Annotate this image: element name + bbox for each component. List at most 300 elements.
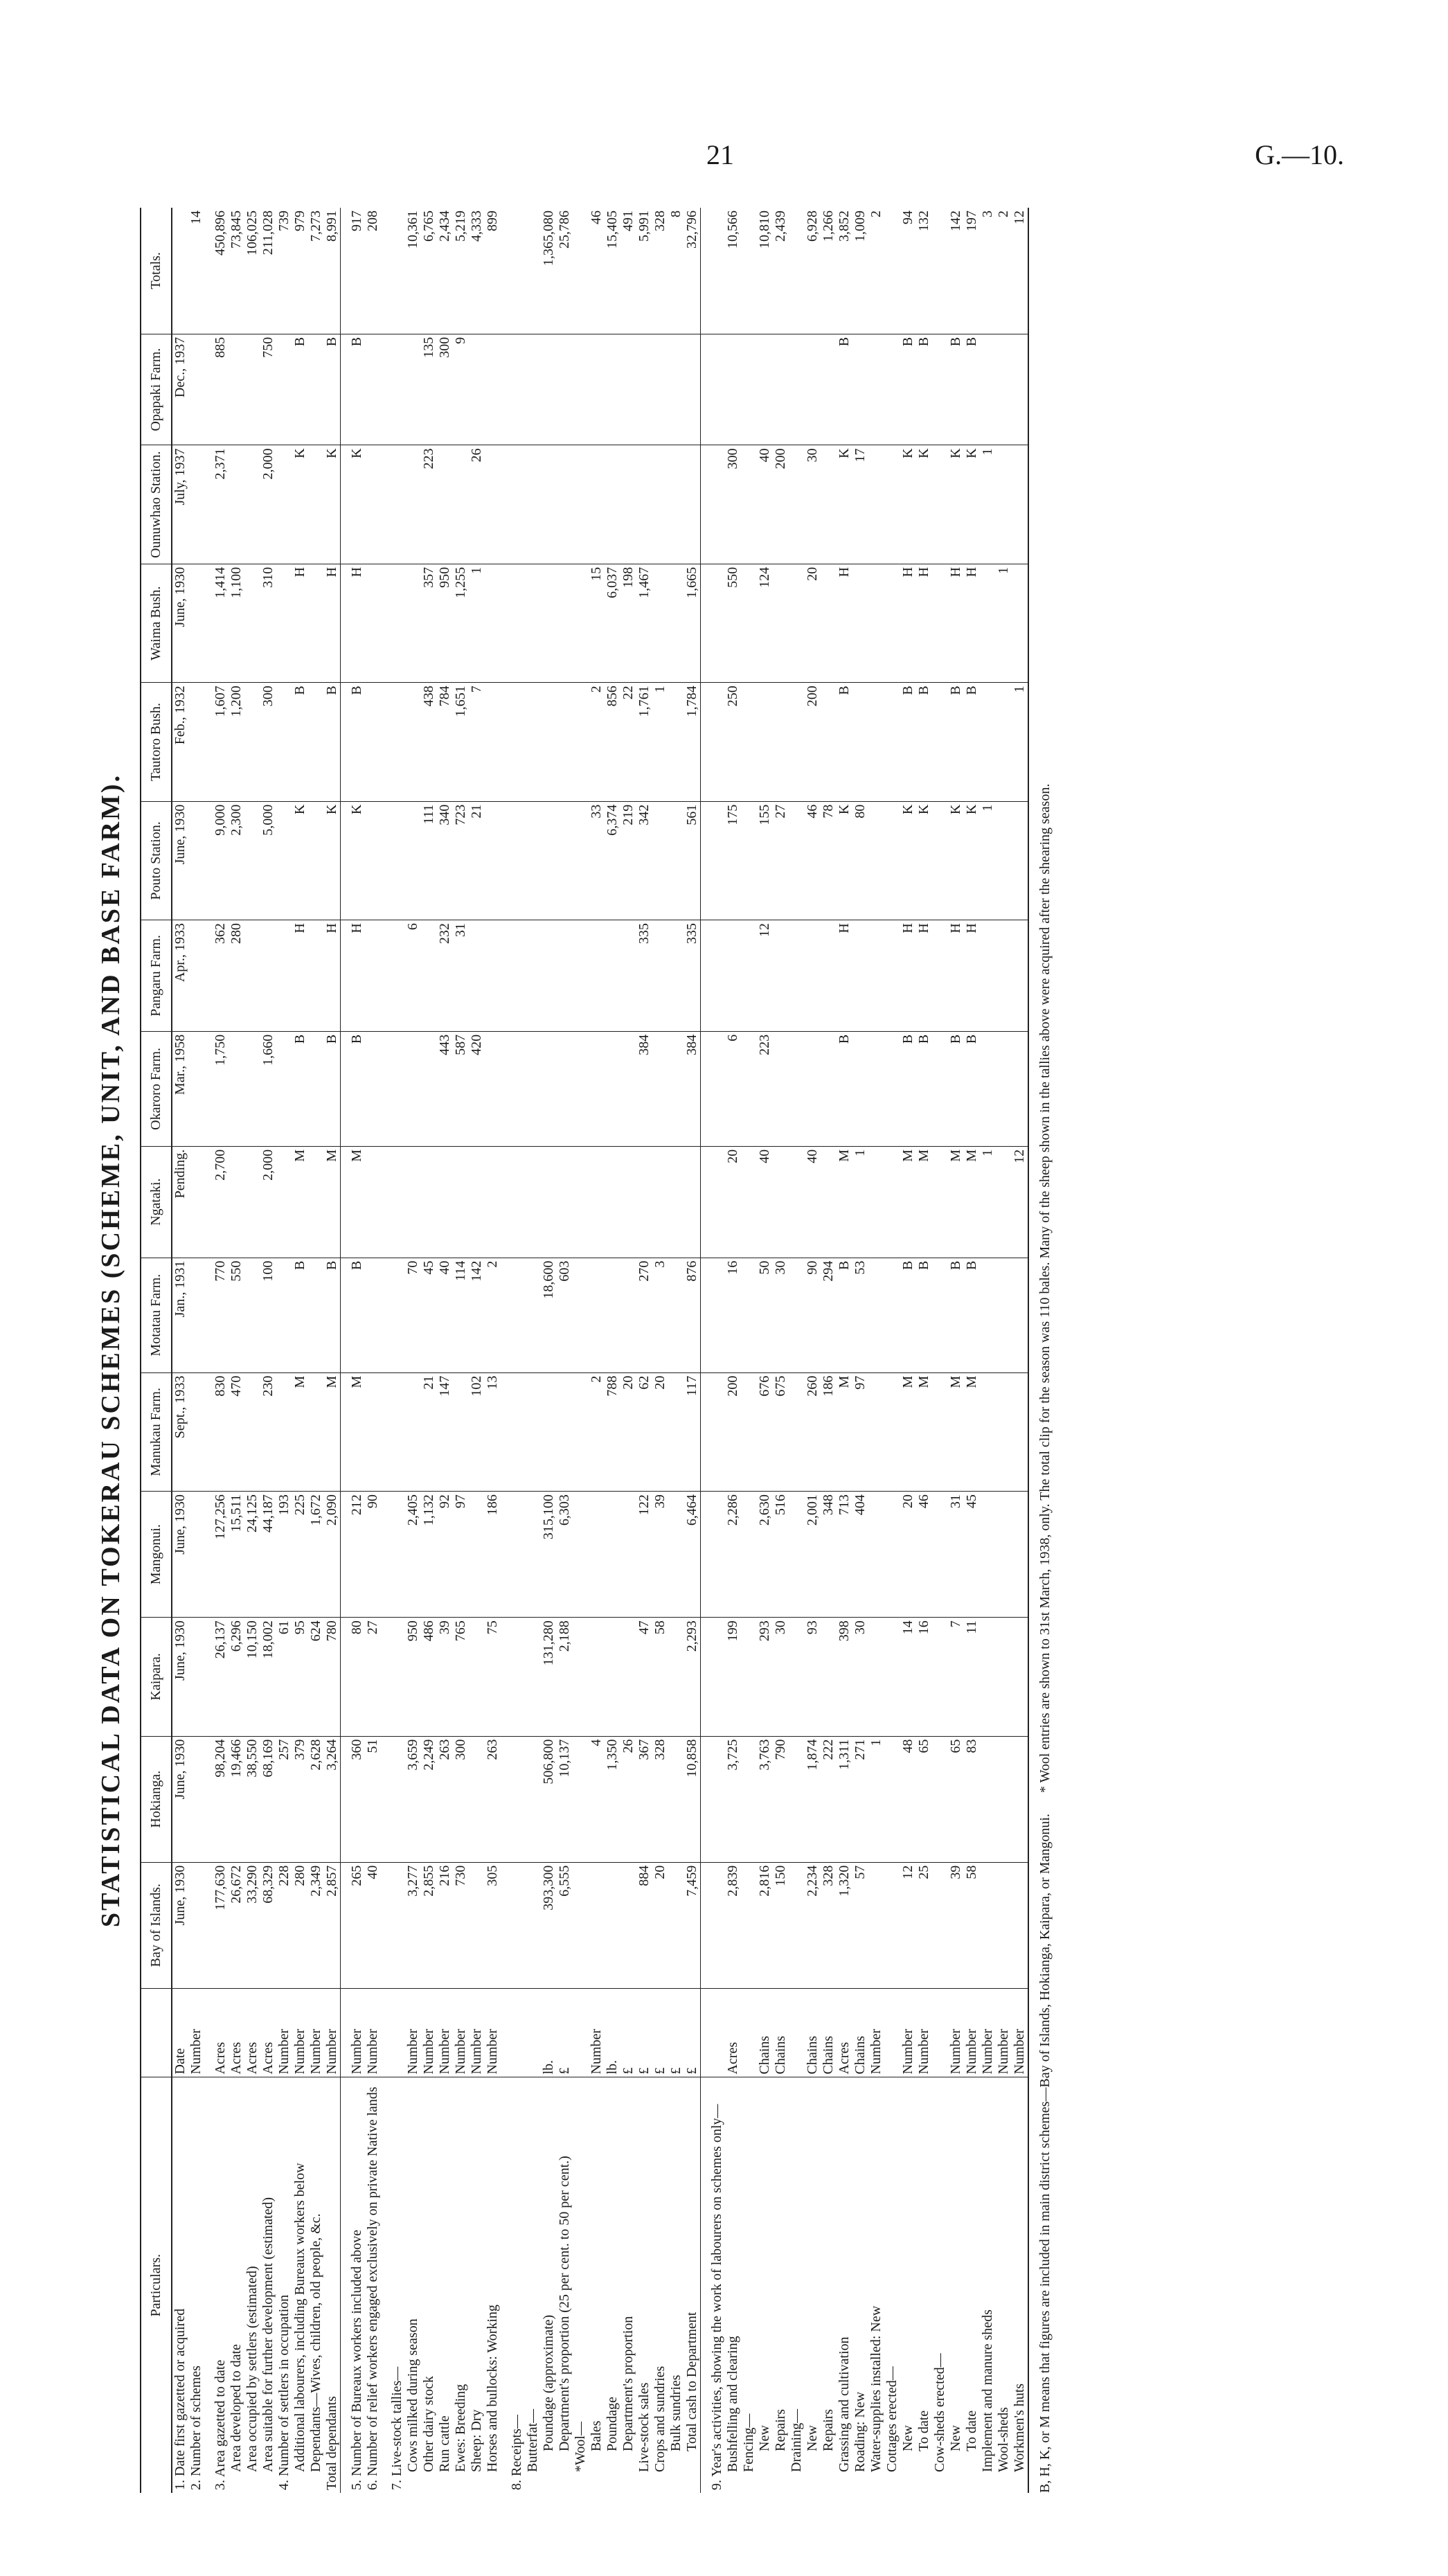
table-cell [365, 1031, 381, 1146]
table-cell [932, 1736, 948, 1862]
table-cell [668, 1862, 684, 1988]
table-cell: 260 [805, 1372, 821, 1491]
table-cell [501, 1258, 525, 1372]
table-row [501, 208, 525, 2493]
table-cell: 212 [341, 1492, 366, 1618]
table-cell [188, 564, 204, 682]
table-cell [868, 1492, 884, 1618]
table-cell [485, 564, 501, 682]
table-cell [381, 1372, 405, 1491]
page-header [0, 138, 1448, 180]
table-cell: B [324, 1031, 341, 1146]
table-cell: K [900, 801, 916, 920]
table-cell [668, 1258, 684, 1372]
table-cell: 18,002 [260, 1618, 276, 1736]
table-cell: 16 [725, 1258, 741, 1372]
footnote-wool: * Wool entries are shown to 31st March, 1938, only. The total clip for the season was 110 bales. Many of the sheep shown in the tallies above were acquired after the shearing season. [1037, 783, 1053, 1794]
table-cell [485, 801, 501, 920]
row-unit: Number [324, 1988, 341, 2077]
table-cell: 587 [453, 1031, 469, 1146]
table-cell [789, 334, 805, 445]
table-cell: K [964, 801, 980, 920]
row-label: Bales [589, 2420, 604, 2451]
row-unit: Date [172, 1988, 188, 2077]
table-cell: 50 [757, 1258, 773, 1372]
table-cell [741, 1146, 757, 1258]
table-cell [741, 1031, 757, 1146]
table-cell [365, 683, 381, 801]
table-cell [932, 1492, 948, 1618]
table-cell: 30 [805, 445, 821, 564]
table-row [324, 208, 341, 2493]
table-cell: 73,845 [229, 208, 244, 334]
table-cell [541, 334, 557, 445]
row-unit: Number [916, 1988, 932, 2077]
table-cell: 1,320 [837, 1862, 852, 1988]
table-cell: 305 [485, 1862, 501, 1988]
table-cell: Apr., 1933 [172, 920, 188, 1032]
table-cell: 1 [868, 1736, 884, 1862]
table-cell [701, 1146, 726, 1258]
table-cell: 186 [485, 1492, 501, 1618]
table-cell: 1 [852, 1146, 868, 1258]
row-label: Area occupied by settlers (estimated) [244, 2266, 260, 2472]
table-cell: 2,000 [260, 445, 276, 564]
table-cell: 1,784 [684, 683, 701, 801]
table-cell [932, 801, 948, 920]
table-cell: 65 [948, 1736, 964, 1862]
table-cell [381, 564, 405, 682]
table-cell: 2,188 [557, 1618, 573, 1736]
table-cell: 20 [652, 1372, 668, 1491]
table-cell: 15,405 [605, 208, 620, 334]
table-cell [668, 564, 684, 682]
table-cell: 765 [453, 1618, 469, 1736]
column-header [141, 1988, 172, 2077]
table-cell: 39 [652, 1492, 668, 1618]
table-cell: 979 [292, 208, 308, 334]
table-cell [485, 1146, 501, 1258]
table-row [204, 208, 229, 2493]
table-cell [605, 920, 620, 1032]
table-cell [701, 208, 726, 334]
table-cell: 2 [485, 1258, 501, 1372]
table-cell [741, 208, 757, 334]
table-cell: 223 [757, 1031, 773, 1146]
table-cell: 111 [421, 801, 437, 920]
table-cell [589, 1146, 605, 1258]
table-cell: M [341, 1146, 366, 1258]
table-row [884, 208, 900, 2493]
table-cell: 219 [620, 801, 636, 920]
table-row [821, 208, 837, 2493]
row-label: Run cattle [437, 2415, 452, 2472]
table-row [964, 208, 980, 2493]
table-cell: B [341, 683, 366, 801]
table-cell [525, 1372, 541, 1491]
table-cell [365, 920, 381, 1032]
table-cell [932, 1031, 948, 1146]
table-cell [725, 920, 741, 1032]
table-cell [652, 920, 668, 1032]
table-cell [773, 564, 789, 682]
row-label: Department's proportion (25 per cent. to 50 per cent.) [557, 2156, 572, 2451]
table-cell [469, 920, 485, 1032]
table-cell: 1,874 [805, 1736, 821, 1862]
table-cell [405, 1372, 421, 1491]
table-cell [852, 683, 868, 801]
table-cell: 40 [757, 1146, 773, 1258]
table-cell: 310 [260, 564, 276, 682]
table-cell: B [292, 1258, 308, 1372]
table-cell [980, 1862, 996, 1988]
table-cell [701, 1031, 726, 1146]
table-cell: B [324, 683, 341, 801]
table-cell [541, 1146, 557, 1258]
table-cell [805, 1031, 821, 1146]
table-cell [501, 1618, 525, 1736]
table-cell [469, 1492, 485, 1618]
table-cell: 15,511 [229, 1492, 244, 1618]
table-cell [789, 564, 805, 682]
table-cell: 18,600 [541, 1258, 557, 1372]
table-row [852, 208, 868, 2493]
table-cell [789, 1372, 805, 1491]
row-unit: £ [620, 1988, 636, 2077]
table-cell: 1,350 [605, 1736, 620, 1862]
column-header: Motatau Farm. [141, 1258, 172, 1372]
table-cell: June, 1930 [172, 1492, 188, 1618]
row-label: Poundage [605, 2397, 620, 2451]
table-cell: 2 [589, 1372, 605, 1491]
table-row [996, 208, 1012, 2493]
table-cell: 48 [900, 1736, 916, 1862]
table-cell [421, 1146, 437, 1258]
table-cell: B [292, 334, 308, 445]
table-cell [188, 683, 204, 801]
table-cell [821, 445, 837, 564]
table-cell: H [324, 920, 341, 1032]
table-cell: B [837, 1031, 852, 1146]
table-cell: M [837, 1372, 852, 1491]
table-cell [1012, 1258, 1028, 1372]
table-cell: 470 [229, 1372, 244, 1491]
table-cell: B [948, 683, 964, 801]
row-unit: Acres [837, 1988, 852, 2077]
table-cell [1012, 445, 1028, 564]
table-cell: 6,303 [557, 1492, 573, 1618]
table-cell: B [324, 334, 341, 445]
table-cell: 294 [821, 1258, 837, 1372]
table-cell: 2,286 [725, 1492, 741, 1618]
table-cell [381, 334, 405, 445]
table-cell [605, 445, 620, 564]
table-cell [405, 1031, 421, 1146]
table-cell [884, 801, 900, 920]
table-cell [501, 1372, 525, 1491]
row-label: 6. Number of relief workers engaged exclusively on private Native lands [365, 2086, 380, 2490]
table-cell [884, 1258, 900, 1372]
table-cell: 117 [684, 1372, 701, 1491]
row-unit: lb. [541, 1988, 557, 2077]
row-label: To date [916, 2410, 931, 2451]
table-cell [789, 1146, 805, 1258]
table-cell: 27 [773, 801, 789, 920]
table-cell: 16 [916, 1618, 932, 1736]
table-cell [276, 1372, 292, 1491]
table-cell [620, 445, 636, 564]
table-row [469, 208, 485, 2493]
row-label: New [900, 2425, 915, 2451]
table-row [421, 208, 437, 2493]
table-cell [573, 334, 589, 445]
table-cell [485, 445, 501, 564]
table-cell: 2,090 [324, 1492, 341, 1618]
table-cell: 26 [620, 1736, 636, 1862]
table-cell: 40 [805, 1146, 821, 1258]
row-label: Area suitable for further development (estimated) [260, 2197, 276, 2472]
table-cell: 1,266 [821, 208, 837, 334]
table-cell: M [964, 1372, 980, 1491]
table-cell [405, 683, 421, 801]
table-cell: 676 [757, 1372, 773, 1491]
table-cell: 550 [725, 564, 741, 682]
table-cell: 14 [900, 1618, 916, 1736]
table-row [573, 208, 589, 2493]
table-row [589, 208, 605, 2493]
table-cell: B [948, 334, 964, 445]
table-cell: 12 [900, 1862, 916, 1988]
row-label: Sheep: Dry [469, 2409, 484, 2472]
table-cell [789, 445, 805, 564]
table-cell: 2 [996, 208, 1012, 334]
table-cell: 876 [684, 1258, 701, 1372]
row-label: Water-supplies installed: New [868, 2305, 884, 2472]
table-cell: 624 [308, 1618, 324, 1736]
table-cell [668, 801, 684, 920]
table-cell [932, 1862, 948, 1988]
table-cell [188, 1258, 204, 1372]
table-cell [525, 1618, 541, 1736]
table-cell [557, 445, 573, 564]
table-cell: Sept., 1933 [172, 1372, 188, 1491]
table-cell [276, 564, 292, 682]
table-cell [365, 1372, 381, 1491]
table-cell: 384 [684, 1031, 701, 1146]
table-cell [260, 920, 276, 1032]
table-cell: 1,009 [852, 208, 868, 334]
row-label: New [948, 2425, 963, 2451]
table-cell [501, 1492, 525, 1618]
table-cell [620, 920, 636, 1032]
table-cell [980, 920, 996, 1032]
table-cell [308, 445, 324, 564]
table-cell [852, 334, 868, 445]
table-cell [541, 683, 557, 801]
table-row [292, 208, 308, 2493]
table-cell [636, 334, 652, 445]
table-cell: M [341, 1372, 366, 1491]
table-cell [589, 1031, 605, 1146]
table-cell [980, 1618, 996, 1736]
table-cell [741, 564, 757, 682]
table-cell: 328 [652, 208, 668, 334]
table-cell: B [916, 1031, 932, 1146]
table-cell [188, 1031, 204, 1146]
table-cell [381, 683, 405, 801]
table-cell: 93 [805, 1618, 821, 1736]
table-row [453, 208, 469, 2493]
table-cell: 3,264 [324, 1736, 341, 1862]
table-cell [381, 445, 405, 564]
table-cell: B [916, 683, 932, 801]
table-cell [652, 801, 668, 920]
table-cell [868, 1372, 884, 1491]
table-cell [868, 920, 884, 1032]
table-cell: 7,459 [684, 1862, 701, 1988]
table-cell [188, 1618, 204, 1736]
table-cell [485, 1031, 501, 1146]
table-cell: June, 1930 [172, 1618, 188, 1736]
table-cell: M [900, 1372, 916, 1491]
table-cell [501, 564, 525, 682]
table-cell: 10,566 [725, 208, 741, 334]
table-cell: 6,374 [605, 801, 620, 920]
table-cell [244, 683, 260, 801]
table-cell [652, 564, 668, 682]
table-cell: H [916, 564, 932, 682]
table-cell: 22 [620, 683, 636, 801]
table-cell: July, 1937 [172, 445, 188, 564]
row-unit: Number [341, 1988, 366, 2077]
table-cell: 33,290 [244, 1862, 260, 1988]
table-cell [701, 683, 726, 801]
table-cell [868, 1862, 884, 1988]
table-cell [308, 1258, 324, 1372]
table-cell: B [948, 1258, 964, 1372]
table-cell [276, 1146, 292, 1258]
row-label: Ewes: Breeding [453, 2383, 468, 2472]
table-cell [188, 1372, 204, 1491]
table-cell: 443 [437, 1031, 453, 1146]
table-cell: 7,273 [308, 208, 324, 334]
table-cell: 1,414 [204, 564, 229, 682]
table-cell [773, 920, 789, 1032]
table-cell [276, 801, 292, 920]
table-cell: 90 [365, 1492, 381, 1618]
table-cell: 10,137 [557, 1736, 573, 1862]
table-cell [884, 1492, 900, 1618]
table-cell: M [900, 1146, 916, 1258]
table-cell: M [948, 1146, 964, 1258]
row-unit: Number [964, 1988, 980, 2077]
table-cell: 44,187 [260, 1492, 276, 1618]
table-cell: 7 [948, 1618, 964, 1736]
table-cell: H [916, 920, 932, 1032]
table-cell: 1,607 [204, 683, 229, 801]
table-cell [789, 1258, 805, 1372]
table-cell [589, 1258, 605, 1372]
table-cell: 94 [900, 208, 916, 334]
table-cell [605, 1258, 620, 1372]
table-cell [805, 334, 821, 445]
table-cell: 230 [260, 1372, 276, 1491]
table-row [725, 208, 741, 2493]
table-cell [868, 1146, 884, 1258]
table-cell [421, 1031, 437, 1146]
table-cell [668, 1736, 684, 1862]
table-cell: 280 [229, 920, 244, 1032]
table-cell [620, 1031, 636, 1146]
row-label: 7. Live-stock tallies— [389, 2366, 404, 2490]
row-unit: Number [589, 1988, 605, 2077]
table-cell [789, 683, 805, 801]
table-cell: M [948, 1372, 964, 1491]
table-cell [276, 334, 292, 445]
table-cell [405, 334, 421, 445]
table-row [525, 208, 541, 2493]
table-cell: June, 1930 [172, 564, 188, 682]
table-cell [852, 564, 868, 682]
table-cell: 2,300 [229, 801, 244, 920]
table-cell [172, 208, 188, 334]
row-unit [789, 1988, 805, 2077]
table-cell: K [837, 445, 852, 564]
table-cell [1012, 801, 1028, 920]
table-cell [188, 920, 204, 1032]
table-cell: 106,025 [244, 208, 260, 334]
row-unit: Number [996, 1988, 1012, 2077]
table-cell: 950 [437, 564, 453, 682]
table-cell [365, 445, 381, 564]
table-cell: 5,219 [453, 208, 469, 334]
table-cell: 2 [868, 208, 884, 334]
table-cell: 102 [469, 1372, 485, 1491]
table-cell [868, 334, 884, 445]
row-unit: Number [900, 1988, 916, 2077]
table-cell [244, 1258, 260, 1372]
table-cell [229, 1031, 244, 1146]
column-header: Kaipara. [141, 1618, 172, 1736]
table-cell: 200 [725, 1372, 741, 1491]
table-cell: 1 [652, 683, 668, 801]
table-cell: K [837, 801, 852, 920]
table-cell: 131,280 [541, 1618, 557, 1736]
table-cell: Mar., 1958 [172, 1031, 188, 1146]
row-unit [525, 1988, 541, 2077]
table-cell: H [948, 920, 964, 1032]
table-cell: 38,550 [244, 1736, 260, 1862]
table-cell: 2,839 [725, 1862, 741, 1988]
table-cell [469, 1736, 485, 1862]
table-cell [652, 1031, 668, 1146]
row-unit: lb. [605, 1988, 620, 2077]
table-cell: 271 [852, 1736, 868, 1862]
table-cell: 450,896 [204, 208, 229, 334]
table-cell: 17 [852, 445, 868, 564]
table-cell: 197 [964, 208, 980, 334]
table-cell: 57 [852, 1862, 868, 1988]
table-cell [573, 1862, 589, 1988]
table-cell: 2 [589, 683, 605, 801]
table-cell: 438 [421, 683, 437, 801]
table-cell [589, 445, 605, 564]
table-cell [308, 564, 324, 682]
table-cell: 31 [948, 1492, 964, 1618]
table-cell: 2,405 [405, 1492, 421, 1618]
table-cell [701, 801, 726, 920]
table-cell: 335 [636, 920, 652, 1032]
